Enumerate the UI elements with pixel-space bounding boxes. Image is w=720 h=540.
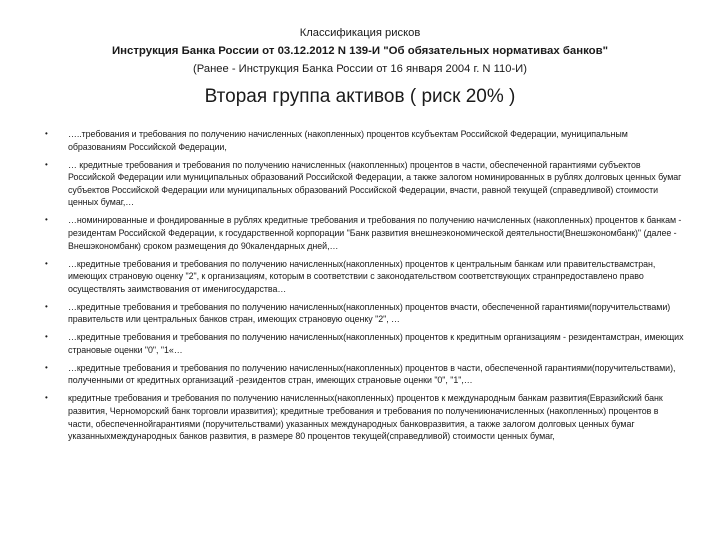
list-item (45, 392, 684, 442)
asset-list (45, 128, 684, 448)
list-item-text: …..требования и требования по получению начисленных (накопленных) процентов ксубъектам Российской Федерации, муниципальным образованиям Российской Федерации, (68, 129, 628, 152)
list-item (45, 362, 684, 387)
list-item-text: … кредитные требования и требования по получению начисленных (накопленных) процентов в части, обеспеченной гарантиями субъектов Российской Федерации или муниципальных образований Российской Федерации, а также залогом номинированных в рублях долговых ценных бумаг субъектов Российской Федерации или муниципальных образований Российской Федерации, вчасти, равной текущей (справедливой) стоимости ценных бумаг,… (68, 159, 682, 208)
list-item (45, 258, 684, 296)
list-item-text: …номинированные и фондированные в рублях кредитные требования и требования по получению начисленных (накопленных) процентов к банкам - резидентам Российской Федерации, к государственной корпорации "Банк развития внешнеэкономической деятельности(Внешэкономбанк)" (далее - Внешэкономбанк) сроком размещения до 90календарных дней,… (68, 215, 682, 251)
bullet-icon: • (45, 362, 48, 372)
bullet-icon: • (45, 258, 48, 268)
list-item-text: …кредитные требования и требования по получению начисленных(накопленных) процентов к кредитным организациям - резидентамстран, имеющих страновые оценки "0", "1«… (68, 332, 684, 355)
header-previous-instruction: (Ранее - Инструкция Банка России от 16 января 2004 г. N 110-И) (193, 63, 527, 75)
list-item (45, 331, 684, 356)
list-item (45, 159, 684, 209)
page-title: Вторая группа активов ( риск 20% ) (204, 86, 516, 107)
list-item-text: …кредитные требования и требования по получению начисленных(накопленных) процентов к центральным банкам или правительствамстран, имеющих страновую оценку "2", к организациям, которым в соответствии с законодательством соответствующих странпредоставлено право осуществлять заимствования от именигосударства… (68, 258, 656, 294)
bullet-icon: • (45, 215, 48, 225)
bullet-icon: • (45, 332, 48, 342)
header-instruction: Инструкция Банка России от 03.12.2012 N 139-И "Об обязательных нормативах банков" (111, 45, 609, 57)
document-header (0, 24, 720, 78)
list-item-text: …кредитные требования и требования по получению начисленных(накопленных) процентов вчасти, обеспеченной гарантиями(поручительствами) правительств или центральных банков стран, имеющих страновую оценку "2", … (68, 301, 671, 325)
list-item-text: кредитные требования и требования по получению начисленных(накопленных) процентов к международным банкам развития(Евразийский банк развития, Черноморский банк торговли иразвития); кредитные требования и требования по получениюначисленных (накопленных) процентов в части, обеспеченнойгарантиями (поручительствами) указанных международных банковразвития, а также залогом долговых ценных бумаг указанныхмеждународных банков развития, в размере 80 процентов текущей(справедливой) стоимости ценных бумаг, (68, 393, 663, 442)
list-item (45, 128, 684, 153)
list-item (45, 214, 684, 252)
header-subject: Классификация рисков (299, 27, 421, 39)
list-item (45, 301, 684, 326)
bullet-icon: • (45, 129, 48, 138)
bullet-icon: • (45, 159, 48, 169)
list-item-text: …кредитные требования и требования по получению начисленных(накопленных) процентов в части, обеспеченной гарантиями(поручительствами), полученными от кредитных организаций -резидентов стран, имеющих страновые оценки "0", "1",… (68, 362, 676, 386)
bullet-icon: • (45, 301, 48, 311)
bullet-icon: • (45, 393, 48, 403)
